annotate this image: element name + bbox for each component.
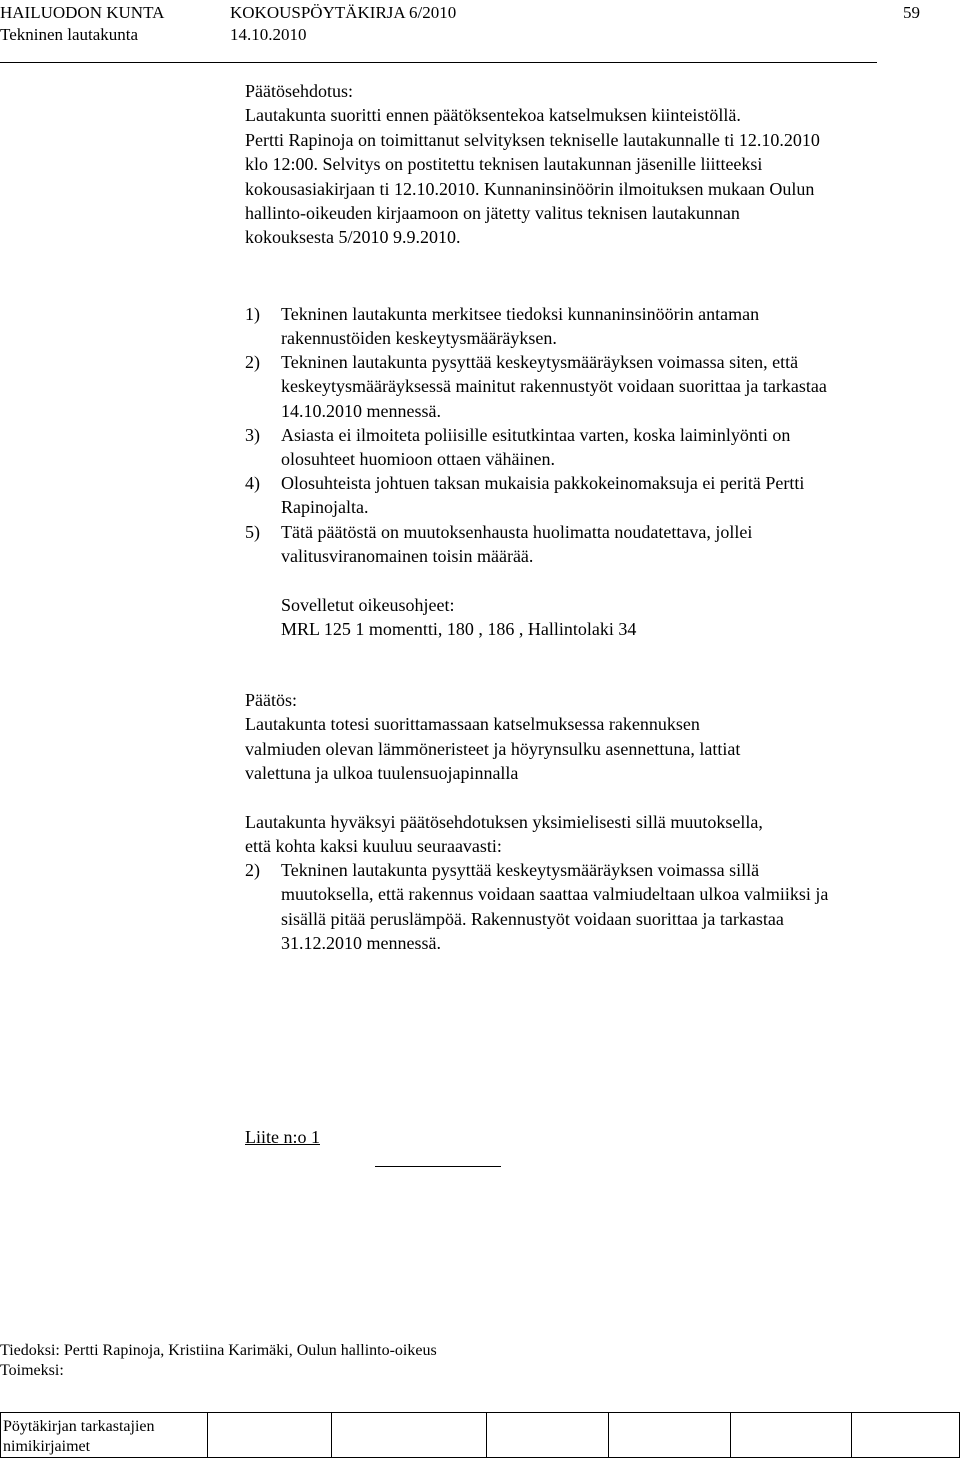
decision-line: Lautakunta hyväksyi päätösehdotuksen yksimielisesti sillä muutoksella, (245, 812, 763, 832)
attachment-link: Liite n:o 1 (245, 1127, 320, 1147)
signature-cell (609, 1413, 731, 1458)
item-text (281, 471, 804, 520)
proposal-line: kokousasiakirjaan ti 12.10.2010. Kunnaninsinöörin ilmoituksen mukaan Oulun (245, 178, 815, 199)
item-number: 3) (245, 425, 260, 445)
decision-line: valmiuden olevan lämmöneristeet ja höyrynsulku asennettuna, lattiat (245, 738, 741, 759)
legal-text: MRL 125 1 momentti, 180 , 186 , Hallintolaki 34 (281, 619, 637, 640)
item-line: valitusviranomainen toisin määrää. (281, 546, 534, 567)
proposal-line: Lautakunta suoritti ennen päätöksentekoa katselmuksen kiinteistöllä. (245, 105, 741, 126)
item-number: 1) (245, 304, 260, 324)
item-line: sisällä pitää peruslämpöä. Rakennustyöt voidaan suorittaa ja tarkastaa (281, 908, 784, 929)
proposal-section (245, 79, 820, 250)
item-number: 2) (245, 352, 260, 372)
proposal-heading: Päätösehdotus: (245, 81, 353, 101)
item-line: muutoksella, että rakennus voidaan saattaa valmiudeltaan ulkoa valmiiksi ja (281, 884, 829, 905)
item-number: 4) (245, 473, 260, 493)
signature-cell (487, 1413, 609, 1458)
signature-label-cell (1, 1413, 208, 1458)
item-line: 14.10.2010 mennessä. (281, 400, 441, 421)
decision-heading: Päätös: (245, 690, 297, 710)
item-line: Asiasta ei ilmoiteta poliisille esitutkintaa varten, koska laiminlyönti on (281, 425, 791, 445)
item-line: Olosuhteista johtuen taksan mukaisia pakkokeinomaksuja ei peritä Pertti (281, 473, 805, 493)
toimeksi-line: Toimeksi: (0, 1362, 64, 1379)
item-line: Tätä päätöstä on muutoksenhausta huolimatta noudatettava, jollei (281, 522, 753, 542)
decision-line: Lautakunta totesi suorittamassaan katselmuksessa rakennuksen (245, 714, 700, 735)
item-line: Tekninen lautakunta pysyttää keskeytysmääräyksen voimassa siten, että (281, 352, 799, 372)
signature-cell (332, 1413, 487, 1458)
proposal-line: Pertti Rapinoja on toimittanut selvityksen tekniselle lautakunnalle ti 12.10.2010 (245, 129, 820, 150)
decision-section (245, 688, 740, 786)
decision-line: valettuna ja ulkoa tuulensuojapinnalla (245, 763, 519, 784)
proposal-line: klo 12:00. Selvitys on postitettu teknisen lautakunnan jäsenille liitteeksi (245, 154, 763, 175)
item-text (281, 423, 790, 472)
committee-name: Tekninen lautakunta (0, 25, 139, 44)
item-line: olosuhteet huomioon ottaen vähäinen. (281, 449, 555, 470)
item-line: keskeytysmääräyksessä mainitut rakennustyöt voidaan suorittaa ja tarkastaa (281, 376, 827, 397)
signature-cell (731, 1413, 852, 1458)
item-text (281, 302, 759, 351)
signature-cell (208, 1413, 332, 1458)
header-rule (0, 62, 877, 63)
attachment-rule (375, 1166, 501, 1167)
item-text (281, 350, 827, 423)
decision-paragraph-2 (245, 810, 763, 859)
decision-line: että kohta kaksi kuuluu seuraavasti: (245, 836, 502, 857)
proposal-line: hallinto-oikeuden kirjaamoon on jätetty valitus teknisen lautakunnan (245, 203, 740, 224)
document-title: KOKOUSPÖYTÄKIRJA 6/2010 (230, 3, 457, 22)
item-line: rakennustöiden keskeytysmääräyksen. (281, 328, 557, 349)
tiedoksi-line: Tiedoksi: Pertti Rapinoja, Kristiina Karimäki, Oulun hallinto-oikeus (0, 1342, 437, 1359)
item-number: 5) (245, 522, 260, 542)
signature-label: nimikirjaimet (3, 1438, 91, 1455)
legal-heading: Sovelletut oikeusohjeet: (281, 595, 455, 615)
municipality-name: HAILUODON KUNTA (0, 3, 165, 22)
item-number: 2) (245, 860, 260, 880)
signature-label: Pöytäkirjan tarkastajien (3, 1418, 155, 1435)
proposal-line: kokouksesta 5/2010 9.9.2010. (245, 227, 461, 248)
signature-table (0, 1412, 960, 1458)
signature-cell (852, 1413, 960, 1458)
meeting-date: 14.10.2010 (230, 25, 307, 44)
page-number: 59 (903, 3, 920, 22)
legal-section (281, 593, 636, 642)
item-line: 31.12.2010 mennessä. (281, 933, 441, 954)
item-line: Tekninen lautakunta pysyttää keskeytysmääräyksen voimassa sillä (281, 860, 760, 880)
item-text (281, 858, 828, 956)
item-line: Tekninen lautakunta merkitsee tiedoksi kunnaninsinöörin antaman (281, 304, 760, 324)
item-line: Rapinojalta. (281, 497, 369, 518)
item-text (281, 520, 752, 569)
